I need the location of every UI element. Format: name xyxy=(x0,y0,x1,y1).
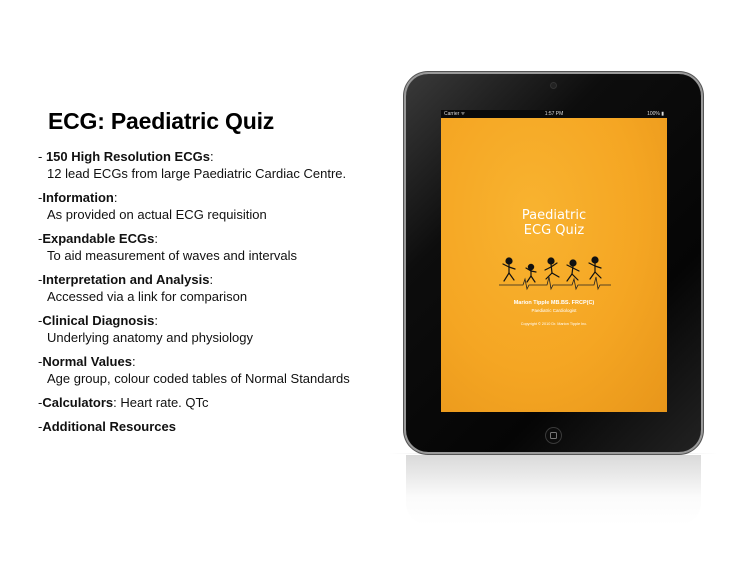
device-reflection xyxy=(406,455,701,525)
status-time: 1:57 PM xyxy=(544,111,564,117)
feature-desc: As provided on actual ECG requisition xyxy=(47,207,267,222)
feature-label: Additional Resources xyxy=(42,419,176,434)
ipad-device xyxy=(406,74,701,452)
feature-item xyxy=(38,353,378,387)
feature-desc: 12 lead ECGs from large Paediatric Cardiac Centre. xyxy=(47,166,347,181)
feature-sep: : xyxy=(154,313,158,328)
feature-label: Interpretation and Analysis xyxy=(42,272,210,287)
feature-desc: To aid measurement of waves and intervals xyxy=(47,248,298,263)
feature-dash: - xyxy=(38,149,46,164)
feature-desc: Accessed via a link for comparison xyxy=(47,289,248,304)
children-ecg-illustration-icon xyxy=(499,255,611,295)
feature-item xyxy=(38,230,378,264)
feature-desc: Age group, colour coded tables of Normal Standards xyxy=(47,371,350,386)
feature-label: 150 High Resolution ECGs xyxy=(45,149,210,164)
feature-sep: : xyxy=(154,231,158,246)
feature-sep: : xyxy=(209,149,214,164)
author-name: Marion Tipple MB.BS. FRCP(C) xyxy=(513,300,595,306)
feature-label: Normal Values xyxy=(42,354,132,369)
feature-label: Calculators xyxy=(42,395,114,410)
app-screen[interactable] xyxy=(441,110,667,412)
feature-sep: : xyxy=(209,272,214,287)
feature-item xyxy=(38,418,378,435)
feature-sep: : xyxy=(113,190,118,205)
feature-dash: - xyxy=(38,395,43,410)
feature-sep: : xyxy=(131,354,136,369)
feature-item xyxy=(38,312,378,346)
feature-dash: - xyxy=(38,231,43,246)
status-bar xyxy=(441,110,667,118)
copyright-text: Copyright © 2010 Dr. Marion Tipple Inc. xyxy=(520,322,588,326)
status-battery: 100% ▮ xyxy=(647,111,664,117)
feature-dash: - xyxy=(38,354,43,369)
app-title xyxy=(441,208,667,238)
page-title: ECG: Paediatric Quiz xyxy=(48,108,275,134)
feature-item xyxy=(38,189,378,223)
feature-label: Information xyxy=(42,190,114,205)
camera-icon xyxy=(551,83,556,88)
floor-shadow xyxy=(388,453,718,454)
status-carrier: Carrier ᯤ xyxy=(444,111,466,117)
feature-dash: - xyxy=(38,190,43,205)
feature-dash: - xyxy=(38,272,43,287)
feature-item xyxy=(38,394,378,411)
author-role: Paediatric Cardiologist xyxy=(531,308,577,313)
app-title-line2: ECG Quiz xyxy=(523,223,585,238)
feature-item xyxy=(38,271,378,305)
feature-list xyxy=(38,148,378,442)
feature-desc: Underlying anatomy and physiology xyxy=(47,330,253,345)
feature-label: Expandable ECGs xyxy=(42,231,155,246)
feature-label: Clinical Diagnosis xyxy=(42,313,155,328)
feature-item xyxy=(38,148,378,182)
home-button[interactable] xyxy=(546,428,561,443)
feature-sep: : Heart rate. QTc xyxy=(113,395,209,410)
app-title-line1: Paediatric xyxy=(521,208,587,223)
feature-dash: - xyxy=(38,419,43,434)
feature-dash: - xyxy=(38,313,43,328)
